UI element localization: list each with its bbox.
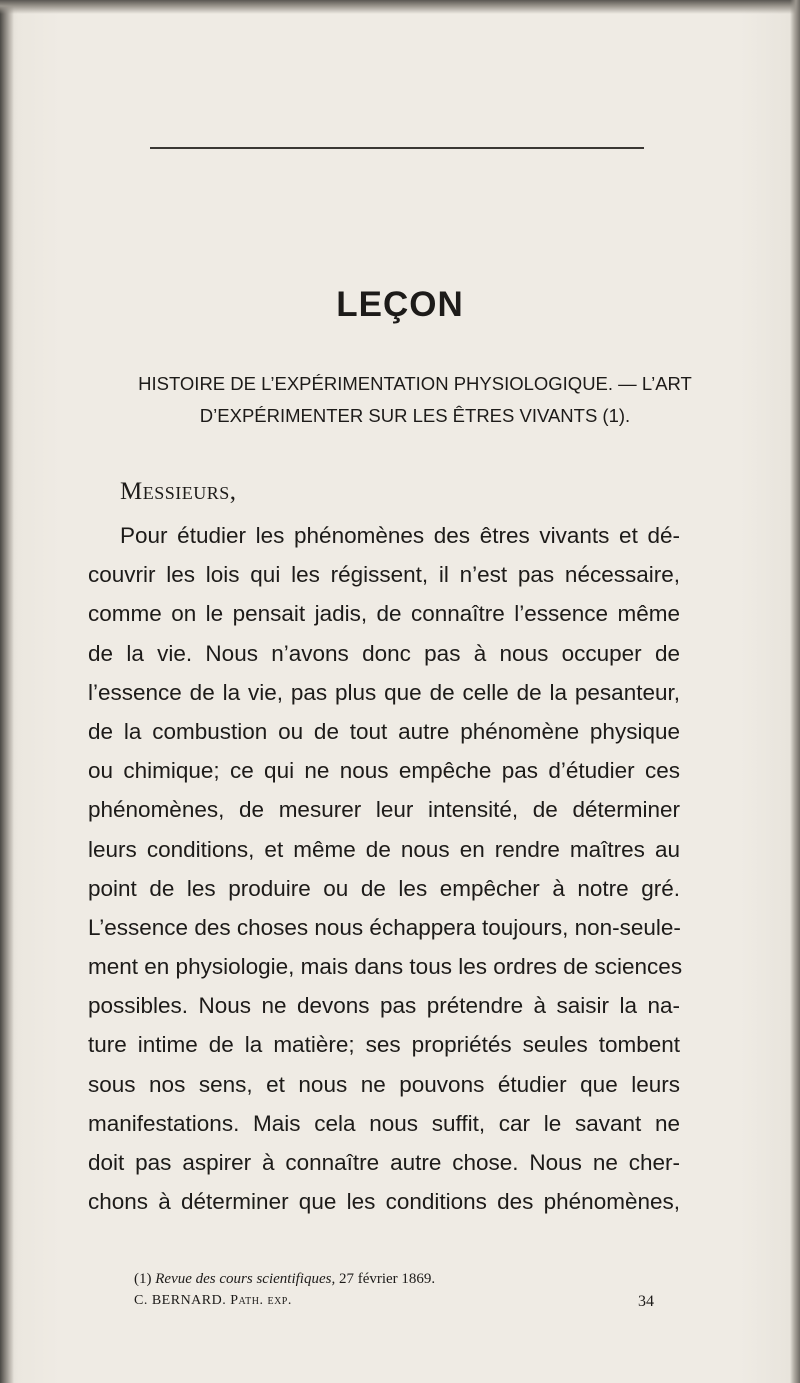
salutation: Messieurs, [120, 478, 237, 505]
body-line: Pour étudier les phénomènes des êtres vivants et dé- [120, 523, 680, 548]
body-line: l’essence de la vie, pas plus que de celle de la pesanteur, [88, 679, 680, 705]
body-line: chons à déterminer que les conditions des phénomènes, [88, 1189, 680, 1215]
footnote-marker: (1) [134, 1271, 152, 1287]
body-line: phénomènes, de mesurer leur intensité, de déterminer [88, 797, 680, 823]
body-line: couvrir les lois qui les régissent, il n’est pas nécessaire, [88, 562, 680, 588]
body-line: de la combustion ou de tout autre phénomène physique [88, 718, 680, 744]
body-line: ture intime de la matière; ses propriétés seules tombent [88, 1032, 680, 1058]
body-line: comme on le pensait jadis, de connaître l’essence même [88, 601, 680, 627]
body-line: L’essence des choses nous échappera toujours, non-seule- [88, 914, 681, 940]
header-rule [150, 147, 644, 149]
body-line: ment en physiologie, mais dans tous les ordres de sciences [88, 954, 683, 980]
signature-number: 34 [638, 1293, 654, 1310]
footnote-date: 27 février 1869. [338, 1271, 436, 1287]
body-line: doit pas aspirer à connaître autre chose. Nous ne cher- [88, 1150, 680, 1175]
page-right-edge-shadow [790, 0, 800, 1383]
body-line: manifestations. Mais cela nous suffit, car le savant ne [88, 1110, 680, 1136]
body-line: ou chimique; ce qui ne nous empêche pas d’étudier ces [88, 758, 680, 784]
body-line: leurs conditions, et même de nous en rendre maîtres au [88, 836, 680, 862]
lesson-subtitle [90, 368, 740, 432]
body-line: de la vie. Nous n’avons donc pas à nous occuper de [88, 640, 680, 666]
subtitle-line: HISTOIRE DE L’EXPÉRIMENTATION PHYSIOLOGIQUE. — L’ART [138, 373, 692, 394]
footnote [134, 1271, 435, 1288]
lesson-title: LEÇON [336, 285, 464, 324]
page-top-edge-shadow [0, 0, 800, 14]
page-left-edge-shadow [0, 0, 14, 1383]
body-line: point de les produire ou de les empêcher à notre gré. [88, 875, 680, 901]
body-line: possibles. Nous ne devons pas prétendre à saisir la na- [88, 993, 680, 1019]
signature-mark: C. BERNARD. Path. exp. [134, 1293, 292, 1308]
subtitle-line: D’EXPÉRIMENTER SUR LES ÊTRES VIVANTS (1). [199, 405, 631, 426]
footnote-journal: Revue des cours scientifiques, [155, 1271, 336, 1287]
body-line: sous nos sens, et nous ne pouvons étudier que leurs [88, 1071, 680, 1097]
body-paragraph [88, 516, 683, 1221]
signature-line [134, 1293, 654, 1309]
